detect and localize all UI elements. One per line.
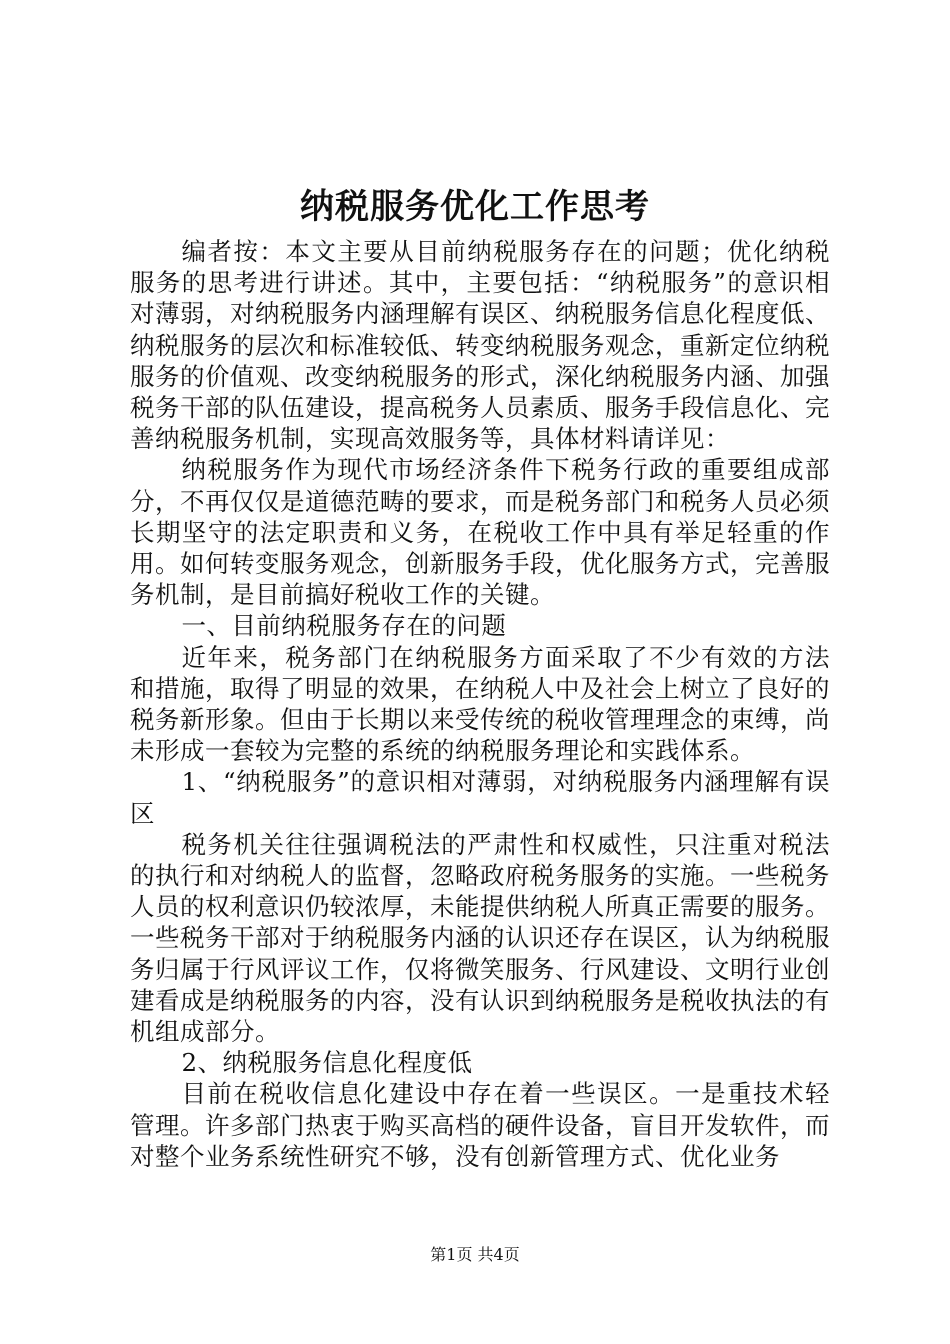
document-title: 纳税服务优化工作思考 <box>300 187 650 227</box>
paragraph-intro: 纳税服务作为现代市场经济条件下税务行政的重要组成部分，不再仅仅是道德范畴的要求，而是税务部门和税务人员必须长期坚守的法定职责和义务，在税收工作中具有举足轻重的作用。如何转变服务观念，创新服务手段，优化服务方式，完善服务机制，是目前搞好税收工作的关键。 <box>130 455 830 610</box>
page-footer: 第1页 共4页 <box>430 1245 520 1264</box>
paragraph-section-1: 近年来，税务部门在纳税服务方面采取了不少有效的方法和措施，取得了明显的效果，在纳税人中及社会上树立了良好的税务新形象。但由于长期以来受传统的税收管理理念的束缚，尚未形成一套较为完整的系统的纳税服务理论和实践体系。 <box>130 642 830 766</box>
section-heading-1: 一、目前纳税服务存在的问题 <box>181 611 507 641</box>
paragraph-editor-note: 编者按：本文主要从目前纳税服务存在的问题；优化纳税服务的思考进行讲述。其中，主要包括：“纳税服务”的意识相对薄弱，对纳税服务内涵理解有误区、纳税服务信息化程度低、纳税服务的层次和标准较低、转变纳税服务观念，重新定位纳税服务的价值观、改变纳税服务的形式，深化纳税服务内涵、加强税务干部的队伍建设，提高税务人员素质、服务手段信息化、完善纳税服务机制，实现高效服务等，具体材料请详见： <box>130 237 830 454</box>
subsection-heading-1: 1、“纳税服务”的意识相对薄弱，对纳税服务内涵理解有误区 <box>130 767 830 828</box>
paragraph-subsection-2: 目前在税收信息化建设中存在着一些误区。一是重技术轻管理。许多部门热衷于购买高档的硬件设备，盲目开发软件，而对整个业务系统性研究不够，没有创新管理方式、优化业务 <box>130 1079 830 1171</box>
subsection-heading-2: 2、纳税服务信息化程度低 <box>181 1048 473 1078</box>
paragraph-subsection-1: 税务机关往往强调税法的严肃性和权威性，只注重对税法的执行和对纳税人的监督，忽略政府税务服务的实施。一些税务人员的权利意识仍较浓厚，未能提供纳税人所真正需要的服务。一些税务干部对于纳税服务内涵的认识还存在误区，认为纳税服务归属于行风评议工作，仅将微笑服务、行风建设、文明行业创建看成是纳税服务的内容，没有认识到纳税服务是税收执法的有机组成部分。 <box>130 829 830 1047</box>
document-body <box>130 236 830 1172</box>
